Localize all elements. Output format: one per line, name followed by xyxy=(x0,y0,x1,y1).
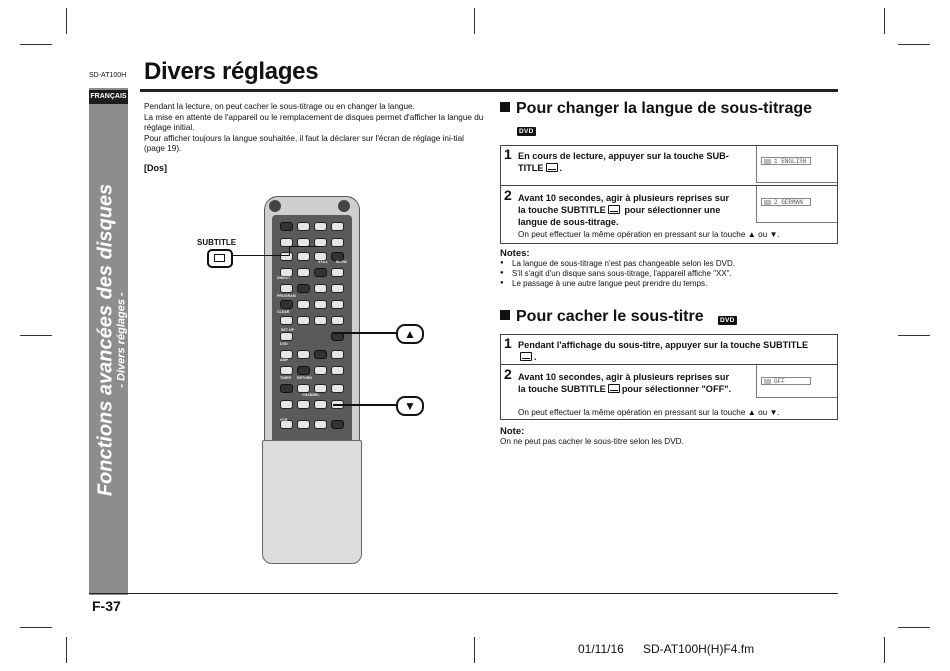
note-text: On ne peut pas cacher le sous-titre selon les DVD. xyxy=(500,437,684,446)
crop-mark xyxy=(898,335,930,336)
remote-button xyxy=(297,316,310,325)
remote-button xyxy=(314,316,327,325)
remote-button xyxy=(297,384,310,393)
remote-label-return: RETURN xyxy=(297,376,312,380)
page-number: F-37 xyxy=(92,598,121,614)
remote-label-vcr: VCR xyxy=(280,418,288,422)
subtitle-callout-label: SUBTITLE xyxy=(197,238,237,247)
remote-button xyxy=(314,420,327,429)
crop-mark xyxy=(898,44,930,45)
note-heading: Note: xyxy=(500,426,525,437)
model-number: SD-AT100H xyxy=(89,72,127,79)
remote-button xyxy=(314,268,327,277)
callout-line xyxy=(333,404,396,406)
remote-button xyxy=(314,300,327,309)
intro-paragraph: Pendant la lecture, on peut cacher le sous-titrage ou en changer la langue. La mise en attente de l'appareil ou le remplacement de disques permet d'afficher la langue du réglage initial. Pour afficher toujours la langue souhaitée, il faut la déclarer sur l'écran de réglage ini-tial (page 19). xyxy=(144,102,484,153)
remote-button xyxy=(314,284,327,293)
note-item: ● S'il s'agit d'un disque sans sous-titrage, l'appareil affiche "XX". xyxy=(512,269,732,278)
remote-button xyxy=(331,350,344,359)
step2-text-b: la touche SUBTITLE xyxy=(518,384,606,394)
step-number: 1 xyxy=(504,146,512,162)
step2-text-c: pour sélectionner une xyxy=(624,205,721,215)
down-arrow-callout xyxy=(396,396,424,416)
remote-screw xyxy=(269,200,281,212)
dos-label: [Dos] xyxy=(144,163,167,173)
remote-button xyxy=(280,284,293,293)
remote-button xyxy=(331,268,344,277)
osd-off: OFF xyxy=(761,377,811,385)
remote-button xyxy=(331,284,344,293)
step-number: 2 xyxy=(504,366,512,382)
remote-button xyxy=(331,384,344,393)
step2-note: On peut effectuer la même opération en pressant sur la touche ▲ ou ▼. xyxy=(518,230,780,239)
remote-button xyxy=(331,420,344,429)
page-title: Divers réglages xyxy=(144,58,319,85)
step2-text-b: la touche SUBTITLE xyxy=(518,205,606,215)
sidebar-subsection-label: - Divers réglages - xyxy=(115,292,128,388)
remote-label-timer: TIMER xyxy=(280,376,292,380)
step2-text-d: langue de sous-titrage. xyxy=(518,217,619,227)
step2-note: On peut effectuer la même opération en pressant sur la touche ▲ ou ▼. xyxy=(518,408,780,417)
step1-text: En cours de lecture, appuyer sur la touche SUB- TITLE . xyxy=(518,151,729,173)
remote-button xyxy=(331,238,344,247)
crop-mark xyxy=(884,8,885,34)
step1-text-a: Pendant l'affichage du sous-titre, appuyer sur la touche SUBTITLE xyxy=(518,340,809,350)
remote-button xyxy=(280,316,293,325)
section1-heading xyxy=(500,100,812,118)
callout-line xyxy=(289,246,319,247)
remote-button xyxy=(280,222,293,231)
subtitle-icon xyxy=(546,163,558,172)
remote-label-dvd: DVD xyxy=(280,342,288,346)
step2-text-a: Avant 10 secondes, agir à plusieurs reprises sur xyxy=(518,372,730,382)
remote-button xyxy=(297,366,310,375)
remote-button xyxy=(331,366,344,375)
footer-filename: SD-AT100H(H)F4.fm xyxy=(643,642,755,656)
remote-button xyxy=(297,300,310,309)
section2-heading-text: Pour cacher le sous-titre xyxy=(516,308,704,325)
remote-button xyxy=(280,300,293,309)
step2-text-a: Avant 10 secondes, agir à plusieurs reprises sur xyxy=(518,193,730,203)
crop-mark xyxy=(884,637,885,663)
remote-label-amp: AMP xyxy=(280,358,288,362)
crop-mark xyxy=(20,335,52,336)
note-item: ● Le passage à une autre langue peut prendre du temps. xyxy=(512,279,707,288)
remote-button xyxy=(280,366,293,375)
remote-button xyxy=(297,350,310,359)
remote-label-setup: SET UP xyxy=(281,328,294,332)
step2-text xyxy=(518,192,750,228)
subtitle-icon xyxy=(608,384,620,393)
subtitle-button-callout xyxy=(207,249,233,268)
remote-button xyxy=(331,316,344,325)
section1-steps xyxy=(500,145,838,244)
bottom-rule xyxy=(89,593,838,594)
subtitle-icon xyxy=(608,205,620,214)
osd-german: 2 GERMAN xyxy=(761,198,811,206)
crop-mark xyxy=(474,637,475,663)
remote-label-channel: CHANNEL xyxy=(302,393,320,397)
callout-line xyxy=(231,255,289,256)
remote-button xyxy=(280,400,293,409)
remote-button xyxy=(297,252,310,261)
crop-mark xyxy=(66,8,67,34)
remote-button xyxy=(280,332,293,341)
remote-button xyxy=(280,384,293,393)
step1-text-b: TITLE xyxy=(518,163,544,173)
remote-label-program: PROGRAM xyxy=(277,294,296,298)
sidebar-section-label: Fonctions avancées des disques xyxy=(94,183,117,497)
section2-heading xyxy=(500,308,704,326)
up-arrow-callout xyxy=(396,324,424,344)
step-number: 1 xyxy=(504,335,512,351)
remote-button xyxy=(297,268,310,277)
remote-button xyxy=(314,350,327,359)
osd-english: 1 ENGLISH xyxy=(761,157,811,165)
remote-battery-cover xyxy=(262,440,362,564)
remote-label-still: STILL xyxy=(318,260,328,264)
remote-button xyxy=(297,420,310,429)
remote-label-direct: DIRECT xyxy=(277,276,291,280)
step1-text: Pendant l'affichage du sous-titre, appuyer sur la touche SUBTITLE . xyxy=(518,340,809,362)
sidebar-section-title xyxy=(95,184,128,496)
crop-mark xyxy=(898,627,930,628)
remote-label-clear: CLEAR xyxy=(277,310,290,314)
down-arrow-icon: ▼ xyxy=(404,399,416,413)
remote-button xyxy=(314,384,327,393)
step2-text-c: pour sélectionner "OFF". xyxy=(621,384,732,394)
remote-screw xyxy=(338,200,350,212)
up-arrow-icon: ▲ xyxy=(404,327,416,341)
remote-button xyxy=(314,222,327,231)
remote-button xyxy=(280,252,293,261)
section2-steps xyxy=(500,334,838,420)
remote-button xyxy=(297,284,310,293)
remote-button xyxy=(297,222,310,231)
dvd-badge: DVD xyxy=(519,128,534,135)
square-bullet-icon xyxy=(500,102,510,112)
crop-mark xyxy=(66,637,67,663)
remote-label-slow: SLOW xyxy=(336,260,347,264)
callout-line xyxy=(333,332,396,334)
remote-button xyxy=(314,400,327,409)
section1-heading-text: Pour changer la langue de sous-titrage xyxy=(516,100,813,117)
title-rule xyxy=(140,89,838,92)
crop-mark xyxy=(20,627,52,628)
remote-button xyxy=(331,300,344,309)
callout-line xyxy=(289,246,290,256)
crop-mark xyxy=(474,8,475,34)
subtitle-icon xyxy=(520,352,532,361)
language-tag: FRANÇAIS xyxy=(89,90,128,104)
remote-button xyxy=(297,400,310,409)
remote-button xyxy=(314,366,327,375)
step1-text-a: En cours de lecture, appuyer sur la touche SUB- xyxy=(518,151,729,161)
crop-mark xyxy=(20,44,52,45)
footer-date: 01/11/16 xyxy=(578,642,624,656)
notes-heading: Notes: xyxy=(500,248,530,259)
note-item: ● La langue de sous-titrage n'est pas changeable selon les DVD. xyxy=(512,259,735,268)
square-bullet-icon xyxy=(500,310,510,320)
step-number: 2 xyxy=(504,187,512,203)
step2-text xyxy=(518,371,758,395)
dvd-badge: DVD xyxy=(720,317,735,324)
remote-button xyxy=(331,222,344,231)
